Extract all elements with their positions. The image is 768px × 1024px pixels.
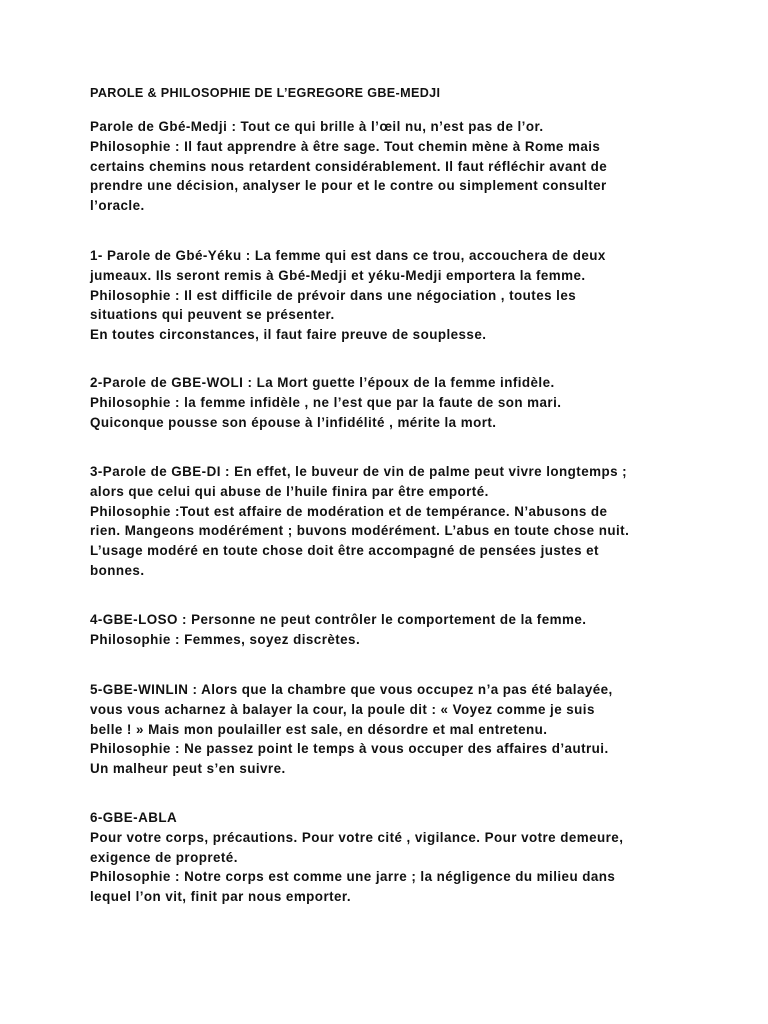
text-line: 5-GBE-WINLIN : Alors que la chambre que vous occupez n’a pas été balayée, <box>90 682 613 697</box>
text-line: Philosophie : Ne passez point le temps à vous occuper des affaires d’autrui. <box>90 741 609 757</box>
text-line: prendre une décision, analyser le pour et le contre ou simplement consulter <box>90 178 607 194</box>
section-gbe-loso <box>90 610 730 650</box>
text-line: En toutes circonstances, il faut faire preuve de souplesse. <box>90 327 487 343</box>
text-line: jumeaux. Ils seront remis à Gbé-Medji et yéku-Medji emportera la femme. <box>90 267 586 283</box>
text-line: 3-Parole de GBE-DI : En effet, le buveur de vin de palme peut vivre longtemps ; <box>90 464 628 479</box>
text-line: 2-Parole de GBE-WOLI : La Mort guette l’époux de la femme infidèle. <box>90 375 555 390</box>
text-line: alors que celui qui abuse de l’huile finira par être emporté. <box>90 483 489 499</box>
text-line: l’oracle. <box>90 198 145 214</box>
text-line: belle ! » Mais mon poulailler est sale, en désordre et mal entretenu. <box>90 721 548 737</box>
text-line: Pour votre corps, précautions. Pour votre cité , vigilance. Pour votre demeure, <box>90 829 624 845</box>
text-line: rien. Mangeons modérément ; buvons modérément. L’abus en toute chose nuit. <box>90 523 630 539</box>
section-gbe-abla <box>90 808 730 907</box>
text-line: lequel l’on vit, finit par nous emporter. <box>90 889 351 905</box>
text-line: Philosophie : Notre corps est comme une jarre ; la négligence du milieu dans <box>90 869 616 885</box>
text-line: Parole de Gbé-Medji : Tout ce qui brille à l’œil nu, n’est pas de l’or. <box>90 119 544 134</box>
text-line: Un malheur peut s’en suivre. <box>90 761 286 777</box>
section-intro <box>90 117 730 216</box>
text-line: Philosophie : la femme infidèle , ne l’est que par la faute de son mari. <box>90 394 562 410</box>
document-title: PAROLE & PHILOSOPHIE DE L’EGREGORE GBE-MEDJI <box>90 86 441 100</box>
text-line: exigence de propreté. <box>90 849 238 865</box>
text-line: 1- Parole de Gbé-Yéku : La femme qui est dans ce trou, accouchera de deux <box>90 248 606 263</box>
text-line: L’usage modéré en toute chose doit être accompagné de pensées justes et <box>90 543 599 559</box>
text-line: 4-GBE-LOSO : Personne ne peut contrôler le comportement de la femme. <box>90 612 587 627</box>
text-line: Philosophie : Femmes, soyez discrètes. <box>90 631 361 647</box>
text-line: bonnes. <box>90 562 145 578</box>
text-line: Philosophie :Tout est affaire de modération et de tempérance. N’abusons de <box>90 503 608 519</box>
text-line: Philosophie : Il faut apprendre à être sage. Tout chemin mène à Rome mais <box>90 138 601 154</box>
text-line: certains chemins nous retardent considérablement. Il faut réfléchir avant de <box>90 158 608 174</box>
text-line: vous vous acharnez à balayer la cour, la poule dit : « Voyez comme je suis <box>90 701 595 717</box>
text-line: Philosophie : Il est difficile de prévoir dans une négociation , toutes les <box>90 287 577 303</box>
section-gbe-yeku <box>90 246 730 345</box>
text-line: 6-GBE-ABLA <box>90 810 178 825</box>
section-gbe-winlin <box>90 680 730 779</box>
section-gbe-woli <box>90 373 730 432</box>
text-line: Quiconque pousse son épouse à l’infidélité , mérite la mort. <box>90 414 497 430</box>
section-gbe-di <box>90 462 730 581</box>
text-line: situations qui peuvent se présenter. <box>90 307 335 323</box>
